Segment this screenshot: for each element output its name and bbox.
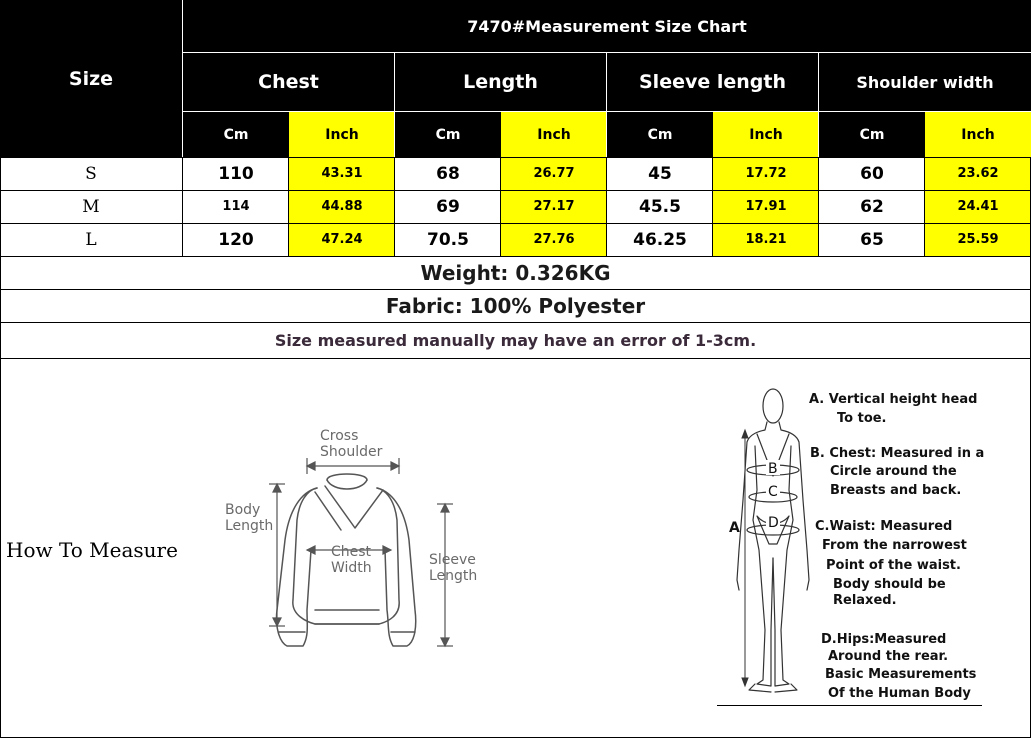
cell-value: 43.31 — [321, 166, 363, 181]
unit-cm-chest — [183, 112, 289, 157]
chart-title-cell — [183, 0, 1031, 52]
row-size-m — [0, 190, 182, 223]
unit-label: Cm — [435, 126, 461, 143]
cell-m-sleeve-inch — [713, 190, 819, 223]
note-b-line-1: B. Chest: Measured in a — [810, 446, 985, 461]
size-label: M — [82, 196, 100, 217]
cell-value: 114 — [222, 199, 250, 214]
label-body-2: Length — [225, 518, 274, 534]
unit-label: Inch — [537, 126, 571, 143]
body-letter-a: A — [729, 520, 740, 536]
cell-value: 23.62 — [957, 166, 999, 181]
cell-m-length-inch — [501, 190, 607, 223]
unit-inch-length — [501, 112, 607, 157]
note-a-line-1: A. Vertical height head — [809, 392, 978, 407]
cell-value: 120 — [218, 229, 254, 250]
cell-s-length-cm — [395, 157, 501, 190]
body-figure-diagram — [715, 380, 835, 708]
size-header-cell — [0, 0, 182, 157]
label-cross-1: Cross — [320, 428, 359, 444]
row-size-s — [0, 157, 182, 190]
cell-value: 17.72 — [745, 166, 787, 181]
group-header-chest — [183, 53, 394, 111]
cell-value: 44.88 — [321, 199, 363, 214]
row-size-l — [0, 223, 182, 256]
cell-value: 70.5 — [427, 229, 469, 250]
note-c-line-5: Relaxed. — [833, 593, 897, 608]
body-letter-b: B — [768, 461, 778, 477]
size-label: S — [85, 163, 97, 184]
size-label: L — [85, 229, 97, 250]
group-label-shoulder-width: Shoulder width — [856, 72, 994, 92]
cell-l-length-cm — [395, 223, 501, 256]
unit-label: Inch — [749, 126, 783, 143]
label-sleeve-1: Sleeve — [429, 552, 476, 568]
cell-value: 25.59 — [957, 232, 999, 247]
cell-s-shoulder-inch — [925, 157, 1031, 190]
note-a-line-2: To toe. — [837, 411, 887, 426]
cell-value: 45.5 — [639, 196, 681, 217]
unit-label: Inch — [961, 126, 995, 143]
unit-label: Cm — [223, 126, 249, 143]
unit-cm-shoulder — [819, 112, 925, 157]
cell-l-shoulder-cm — [819, 223, 925, 256]
label-body-1: Body — [225, 502, 261, 518]
sweater-diagram — [215, 410, 485, 660]
cell-value: 46.25 — [633, 229, 687, 250]
unit-label: Cm — [859, 126, 885, 143]
body-letter-d: D — [768, 515, 779, 531]
weight-row — [0, 256, 1031, 289]
fabric-row — [0, 289, 1031, 322]
note-d-line-2: Around the rear. — [828, 649, 949, 664]
cell-value: 26.77 — [533, 166, 575, 181]
unit-cm-sleeve — [607, 112, 713, 157]
cell-m-length-cm — [395, 190, 501, 223]
cell-s-shoulder-cm — [819, 157, 925, 190]
note-d-line-3: Basic Measurements — [825, 667, 977, 682]
label-sleeve-2: Length — [429, 568, 478, 584]
cell-value: 18.21 — [745, 232, 787, 247]
unit-inch-chest — [289, 112, 395, 157]
cell-l-sleeve-inch — [713, 223, 819, 256]
body-letter-c: C — [768, 484, 778, 500]
cell-value: 68 — [436, 163, 460, 184]
note-c-line-1: C.Waist: Measured — [815, 519, 953, 534]
cell-value: 65 — [860, 229, 884, 250]
note-text: Size measured manually may have an error of 1-3cm. — [274, 330, 757, 350]
cell-l-length-inch — [501, 223, 607, 256]
cell-value: 45 — [648, 163, 672, 184]
cell-m-sleeve-cm — [607, 190, 713, 223]
unit-inch-shoulder — [925, 112, 1031, 157]
cell-value: 60 — [860, 163, 884, 184]
unit-inch-sleeve — [713, 112, 819, 157]
note-c-line-3: Point of the waist. — [826, 558, 961, 573]
group-label-length: Length — [463, 71, 538, 93]
group-label-sleeve-length: Sleeve length — [639, 71, 786, 93]
note-b-line-2: Circle around the — [830, 464, 957, 479]
unit-label: Cm — [647, 126, 673, 143]
label-chest-2: Width — [331, 560, 372, 576]
cell-value: 27.76 — [533, 232, 575, 247]
cell-l-chest-inch — [289, 223, 395, 256]
cell-value: 17.91 — [745, 199, 787, 214]
note-c-line-4: Body should be — [833, 577, 946, 592]
cell-value: 69 — [436, 196, 460, 217]
note-c-line-2: From the narrowest — [822, 538, 967, 553]
unit-label: Inch — [325, 126, 359, 143]
cell-m-shoulder-cm — [819, 190, 925, 223]
cell-s-chest-inch — [289, 157, 395, 190]
cell-s-chest-cm — [183, 157, 289, 190]
note-d-line-4: Of the Human Body — [828, 686, 971, 701]
cell-s-sleeve-inch — [713, 157, 819, 190]
cell-l-shoulder-inch — [925, 223, 1031, 256]
weight-text: Weight: 0.326KG — [420, 260, 611, 285]
cell-l-sleeve-cm — [607, 223, 713, 256]
label-chest-1: Chest — [331, 544, 372, 560]
unit-cm-length — [395, 112, 501, 157]
note-b-line-3: Breasts and back. — [830, 483, 962, 498]
cell-value: 47.24 — [321, 232, 363, 247]
label-cross-2: Shoulder — [320, 444, 383, 460]
group-label-chest: Chest — [258, 71, 319, 93]
cell-s-length-inch — [501, 157, 607, 190]
cell-value: 110 — [218, 163, 254, 184]
chart-title: 7470#Measurement Size Chart — [467, 16, 747, 36]
group-header-shoulder-width — [819, 53, 1031, 111]
cell-l-chest-cm — [183, 223, 289, 256]
group-header-sleeve-length — [607, 53, 818, 111]
note-row — [0, 322, 1031, 358]
cell-m-chest-inch — [289, 190, 395, 223]
fabric-text: Fabric: 100% Polyester — [385, 293, 646, 318]
cell-m-shoulder-inch — [925, 190, 1031, 223]
cell-value: 62 — [860, 196, 884, 217]
size-header-label: Size — [68, 67, 114, 90]
cell-value: 27.17 — [533, 199, 575, 214]
how-to-measure-label: How To Measure — [6, 538, 178, 562]
cell-value: 24.41 — [957, 199, 999, 214]
group-header-length — [395, 53, 606, 111]
cell-m-chest-cm — [183, 190, 289, 223]
note-d-line-1: D.Hips:Measured — [821, 632, 947, 647]
cell-s-sleeve-cm — [607, 157, 713, 190]
